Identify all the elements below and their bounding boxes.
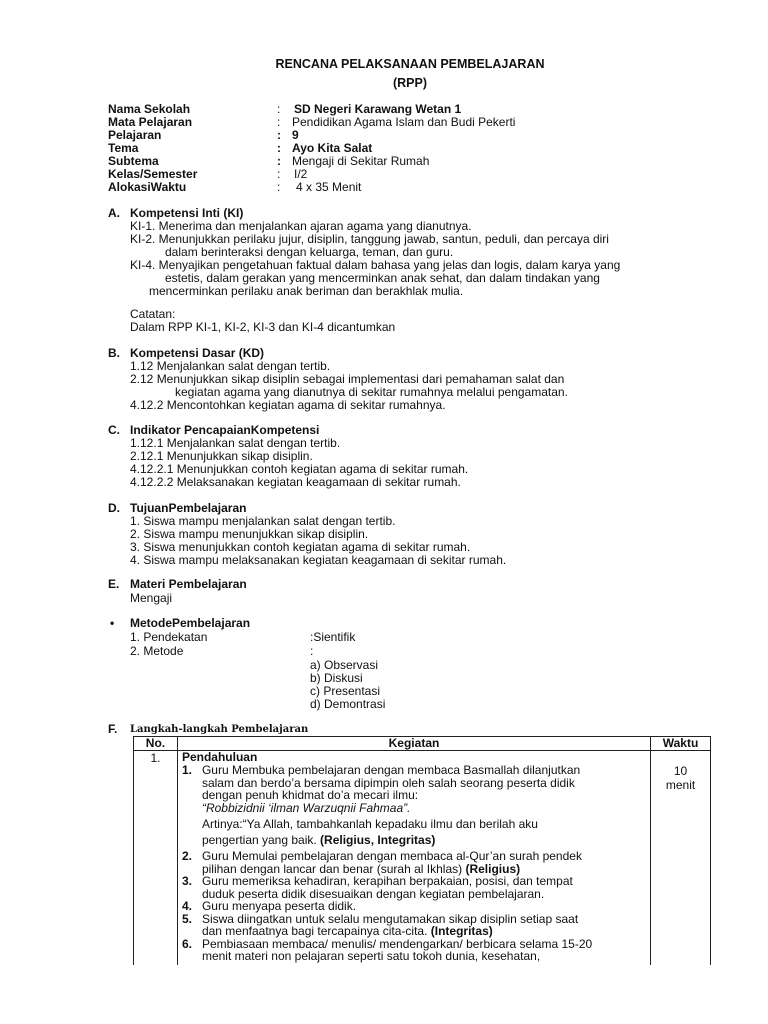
- step-text: dan menfaatnya bagi tercapainya cita-cita.: [201, 924, 428, 938]
- section-marker: C.: [108, 423, 120, 437]
- text-line: 4. Siswa mampu melaksanakan kegiatan keagamaan di sekitar rumah.: [130, 553, 507, 567]
- method-value: :Sientifik: [310, 630, 356, 644]
- list-item: [182, 764, 646, 846]
- list-item: [182, 913, 646, 938]
- section-marker: A.: [108, 206, 120, 220]
- identity-label: Kelas/Semester: [108, 167, 198, 181]
- identity-label: Nama Sekolah: [108, 102, 191, 116]
- identity-value: Mengaji di Sekitar Rumah: [292, 154, 430, 168]
- step-number: 4.: [181, 899, 192, 913]
- section-heading: Kompetensi Dasar (KD): [130, 346, 265, 360]
- step-number: 2.: [181, 849, 192, 863]
- text-line: 2.12.1 Menunjukkan sikap disiplin.: [130, 449, 313, 463]
- section-heading: TujuanPembelajaran: [130, 501, 247, 515]
- phase-title: Pendahuluan: [181, 750, 258, 764]
- section-marker: E.: [108, 577, 120, 591]
- row-no: 1.: [134, 751, 178, 965]
- identity-value: SD Negeri Karawang Wetan 1: [294, 102, 462, 116]
- text-line: 3. Siswa menunjukkan contoh kegiatan agama di sekitar rumah.: [130, 540, 471, 554]
- text-line: KI-1. Menerima dan menjalankan ajaran agama yang dianutnya.: [130, 219, 472, 233]
- step-text: pengertian yang baik.: [201, 832, 317, 847]
- col-header-kegiatan: Kegiatan: [177, 737, 650, 751]
- section-heading: Indikator PencapaianKompetensi: [130, 423, 320, 437]
- list-item: [182, 875, 646, 900]
- doc-title: RENCANA PELAKSANAAN PEMBELAJARAN: [275, 57, 545, 71]
- text-line: 1.12.1 Menjalankan salat dengan tertib.: [130, 436, 341, 450]
- step-text: duduk peserta didik disesuaikan dengan kegiatan pembelajaran.: [201, 886, 545, 901]
- text-line: 4.12.2.1 Menunjukkan contoh kegiatan agama di sekitar rumah.: [130, 462, 469, 476]
- method-option: b) Diskusi: [310, 671, 363, 685]
- method-label: 1. Pendekatan: [130, 630, 208, 644]
- waktu-value: 10: [673, 764, 688, 778]
- section-marker: D.: [108, 501, 120, 515]
- text-line: Mengaji: [130, 591, 173, 605]
- row-kegiatan: [177, 751, 650, 965]
- identity-sep: :: [277, 115, 281, 129]
- table-header-row: [134, 737, 711, 751]
- identity-label: Pelajaran: [108, 128, 162, 142]
- identity-value: Ayo Kita Salat: [292, 141, 373, 155]
- step-text: Guru Memulai pembelajaran dengan membaca al-Qur’an surah pendek: [201, 849, 582, 863]
- text-line: KI-2. Menunjukkan perilaku jujur, disiplin, tanggung jawab, santun, peduli, dan percaya diri: [130, 232, 609, 246]
- text-line: estetis, dalam gerakan yang mencerminkan anak sehat, dan dalam tindakan yang: [165, 271, 600, 285]
- note-text: Dalam RPP KI-1, KI-2, KI-3 dan KI-4 dicantumkan: [130, 320, 396, 334]
- method-option: a) Observasi: [310, 658, 379, 672]
- section-marker: F.: [108, 722, 118, 736]
- step-number: 3.: [181, 874, 192, 888]
- section-heading: Kompetensi Inti (KI): [130, 206, 244, 220]
- text-line: dalam berinteraksi dengan keluarga, teman, dan guru.: [165, 245, 454, 259]
- method-option: c) Presentasi: [310, 684, 381, 698]
- section-heading: Materi Pembelajaran: [130, 577, 247, 591]
- identity-label: Tema: [108, 141, 139, 155]
- text-line: 4.12.2.2 Melaksanakan kegiatan keagamaan di sekitar rumah.: [130, 475, 461, 489]
- text-line: 2.12 Menunjukkan sikap disiplin sebagai implementasi dari pemahaman salat dan: [130, 372, 565, 386]
- waktu-unit: menit: [665, 778, 696, 792]
- step-text: Pembiasaan membaca/ menulis/ mendengarkan/ berbicara selama 15-20: [201, 936, 593, 951]
- step-text: menit materi non pelajaran seperti satu tokoh dunia, kesehatan,: [201, 949, 541, 963]
- identity-sep: :: [277, 102, 281, 116]
- step-text: Artinya:“Ya Allah, tambahkanlah kepadaku ilmu dan berilah aku: [201, 817, 538, 831]
- section-heading: MetodePembelajaran: [130, 616, 251, 630]
- step-list: [182, 764, 646, 963]
- langkah-table: [133, 736, 711, 965]
- identity-sep: :: [277, 180, 281, 194]
- doa-text: “Robbizidnii ‘ilman Warzuqnii Fahmaa”.: [201, 800, 411, 815]
- doc-subtitle: (RPP): [392, 76, 428, 90]
- col-header-waktu: Waktu: [651, 737, 711, 751]
- section-marker: B.: [108, 346, 120, 360]
- text-line: 2. Siswa mampu menunjukkan sikap disiplin.: [130, 527, 369, 541]
- text-line: 4.12.2 Mencontohkan kegiatan agama di sekitar rumahnya.: [130, 398, 446, 412]
- identity-label: Mata Pelajaran: [108, 115, 193, 129]
- list-item: [182, 900, 646, 913]
- text-line: KI-4. Menyajikan pengetahuan faktual dalam bahasa yang jelas dan logis, dalam karya yang: [130, 258, 621, 272]
- step-text: Guru Membuka pembelajaran dengan membaca Basmallah dilanjutkan: [201, 763, 581, 777]
- text-line: 1. Siswa mampu menjalankan salat dengan tertib.: [130, 514, 396, 528]
- identity-sep: :: [277, 167, 281, 181]
- identity-sep: :: [277, 154, 281, 168]
- step-text: salam dan berdo’a bersama dipimpin oleh salah seorang peserta didik: [201, 775, 575, 790]
- identity-label: AlokasiWaktu: [108, 180, 187, 194]
- step-text: dengan penuh khidmat do’a mecari ilmu:: [201, 788, 419, 802]
- section-heading: Langkah-langkah Pembelajaran: [130, 724, 309, 735]
- step-text: Siswa diingatkan untuk selalu mengutamakan sikap disiplin setiap saat: [201, 911, 579, 926]
- text-line: kegiatan agama yang dianutnya di sekitar rumahnya melalui pengamatan.: [175, 385, 568, 399]
- value-tag: (Integritas): [430, 924, 493, 938]
- step-text: Guru memeriksa kehadiran, kerapihan berpakaian, posisi, dan tempat: [201, 874, 573, 888]
- text-line: mencerminkan perilaku anak beriman dan berakhlak mulia.: [149, 284, 464, 298]
- col-header-no: No.: [134, 737, 178, 751]
- text-line: 1.12 Menjalankan salat dengan tertib.: [130, 359, 331, 373]
- identity-sep: :: [277, 141, 281, 155]
- step-number: 5.: [181, 911, 192, 926]
- value-tag: (Religius): [465, 861, 521, 876]
- identity-value: Pendidikan Agama Islam dan Budi Pekerti: [292, 115, 516, 129]
- step-number: 6.: [181, 936, 192, 951]
- row-waktu: [651, 751, 711, 965]
- bullet-icon: •: [110, 616, 115, 630]
- step-text: Guru menyapa peserta didik.: [201, 899, 357, 913]
- identity-value: I/2: [294, 167, 308, 181]
- identity-sep: :: [277, 128, 281, 142]
- identity-label: Subtema: [108, 154, 159, 168]
- note-label: Catatan:: [130, 307, 176, 321]
- method-option: d) Demontrasi: [310, 697, 386, 711]
- step-number: 1.: [181, 763, 192, 777]
- table-row: [134, 751, 711, 965]
- method-label: 2. Metode: [130, 644, 184, 658]
- list-item: [182, 938, 646, 963]
- identity-value: 4 x 35 Menit: [296, 180, 362, 194]
- step-text: pilihan dengan lancar dan benar (surah al Ikhlas): [201, 861, 463, 876]
- identity-value: 9: [292, 128, 299, 142]
- value-tag: (Religius, Integritas): [320, 832, 436, 847]
- method-value: :: [310, 644, 314, 658]
- list-item: [182, 850, 646, 875]
